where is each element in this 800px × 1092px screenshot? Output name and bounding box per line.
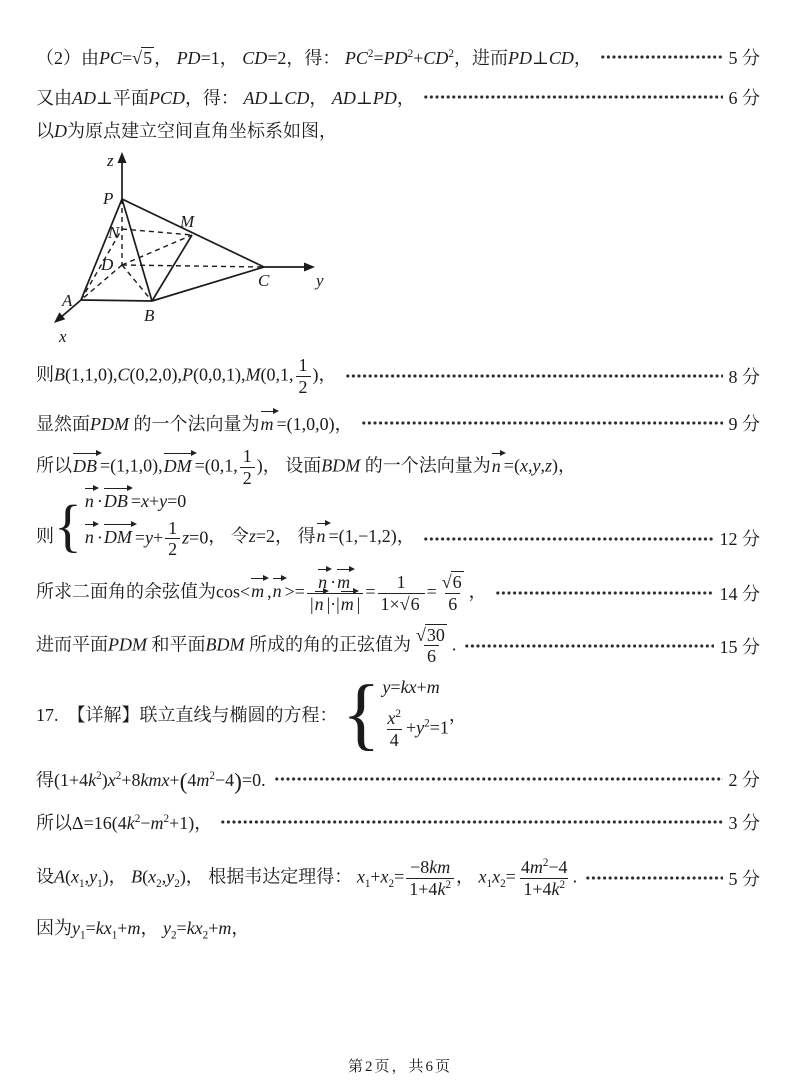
solution-line-db-dm bbox=[36, 446, 760, 488]
math-expression: 得$(1+4k^2)x^2+8kmx+(4m^2-4)=0$. bbox=[36, 769, 266, 796]
vertex-labels bbox=[58, 151, 324, 346]
solution-line-equation-system bbox=[36, 491, 760, 560]
solution-line-problem-17 bbox=[36, 669, 760, 758]
dot-leader bbox=[361, 420, 723, 426]
axis-arrowheads bbox=[54, 152, 315, 323]
solution-line-sine bbox=[36, 625, 760, 667]
solution-line-cosine bbox=[36, 572, 760, 614]
math-expression: 所以$\Delta=16(4k^2-m^2+1)$， bbox=[36, 813, 213, 834]
dot-leader bbox=[495, 590, 714, 596]
math-expression: 所以DB =(1,1,0),DM =(0,1, $\frac{1}{2}$ )， 设面BDM 的一个法向量为n =(x,y,z)， bbox=[36, 446, 576, 489]
vertex-label-p: P bbox=[103, 189, 114, 208]
math-expression: （2）由PC=√5 ， PD=1， CD=2，得： $PC^2=PD^2+CD^2$，进而PD⊥CD， bbox=[36, 48, 592, 68]
coordinate-diagram bbox=[32, 149, 342, 351]
dot-leader bbox=[585, 875, 722, 881]
math-expression: 则 { n ·DB =x+y=0 n ·DM =y+ $\frac{1}{2}$ z=0 ， 令z=2， 得n =(1,−1,2)， bbox=[36, 490, 415, 560]
vertex-label-d: D bbox=[101, 255, 114, 274]
score-mark: 8 分 bbox=[728, 367, 760, 388]
footer-page-number: 第2页，共6页 bbox=[347, 1059, 452, 1075]
dot-leader bbox=[423, 94, 723, 100]
axis-label-x: x bbox=[59, 327, 67, 346]
dot-leader bbox=[464, 643, 713, 649]
dot-leader bbox=[274, 776, 723, 782]
solution-line-pc-cd bbox=[36, 44, 760, 70]
score-mark: 5 分 bbox=[728, 48, 760, 68]
solution-line-y1-y2 bbox=[36, 914, 760, 940]
math-expression: 显然面PDM 的一个法向量为m =(1,0,0)， bbox=[36, 414, 353, 435]
dot-leader bbox=[423, 536, 714, 542]
dashed-edges bbox=[81, 199, 264, 301]
score-mark: 12 分 bbox=[719, 529, 760, 550]
score-mark: 6 分 bbox=[728, 88, 760, 108]
vertex-label-n: N bbox=[108, 223, 120, 242]
score-mark: 14 分 bbox=[719, 584, 760, 605]
score-mark: 15 分 bbox=[719, 636, 760, 657]
solution-line-ad-perp bbox=[36, 84, 760, 110]
dot-leader bbox=[220, 819, 722, 825]
dot-leader bbox=[345, 373, 723, 379]
math-expression: 则B(1,1,0),C(0,2,0),P(0,0,1),M(0,1, $\frac{1}{2}$ )， bbox=[36, 355, 337, 397]
math-expression: 设$A(x_1,y_1)$， $B(x_2,y_2)$， 根据韦达定理得： $x_1+x_2=$ $\frac{-8km}{1+4k^2}$ ， $x_1x_2=$ $\frac{4m^2-4}{1+4k^2}$ . bbox=[36, 857, 578, 899]
math-expression: 又由AD⊥平面PCD，得： AD⊥CD， AD⊥PD， bbox=[36, 88, 415, 108]
vertex-label-a: A bbox=[62, 291, 73, 310]
math-expression: 所求二面角的余弦值为cos<m ,n >= $\frac{n \cdot m}{|n |\cdot|m |}$ = $\frac{1}{1\times√6}$ = $\frac{√6}{6}$ ， bbox=[36, 572, 487, 614]
figure-container bbox=[32, 149, 760, 351]
dot-leader bbox=[600, 54, 723, 60]
solution-line-quadratic bbox=[36, 766, 760, 796]
score-mark: 3 分 bbox=[728, 813, 760, 834]
solution-line-normal-m bbox=[36, 410, 760, 436]
math-expression: 因为$y_1=kx_1+m$， $y_2=kx_2+m$， bbox=[36, 917, 250, 942]
vertex-label-m: M bbox=[180, 212, 195, 231]
score-mark: 2 分 bbox=[728, 770, 760, 791]
axis-label-y: y bbox=[316, 271, 324, 290]
axis-label-z: z bbox=[107, 151, 114, 170]
score-mark: 9 分 bbox=[728, 414, 760, 435]
vertex-label-c: C bbox=[258, 271, 270, 290]
solution-line-discriminant bbox=[36, 809, 760, 835]
score-mark: 5 分 bbox=[728, 869, 760, 890]
vertex-label-b: B bbox=[144, 306, 155, 325]
solution-line-vieta bbox=[36, 857, 760, 899]
math-expression: 17. 【详解】联立直线与椭圆的方程： { y=kx+m $\frac{x^2}{4}$ $+y^2=1$ ， bbox=[36, 669, 467, 758]
solution-line-origin bbox=[36, 117, 760, 143]
math-expression: 以D为原点建立空间直角坐标系如图， bbox=[36, 121, 337, 141]
solution-line-coordinates bbox=[36, 355, 760, 397]
math-expression: 进而平面PDM 和平面BDM 所成的角的正弦值为 $\frac{√30}{6}$ . bbox=[36, 624, 457, 667]
